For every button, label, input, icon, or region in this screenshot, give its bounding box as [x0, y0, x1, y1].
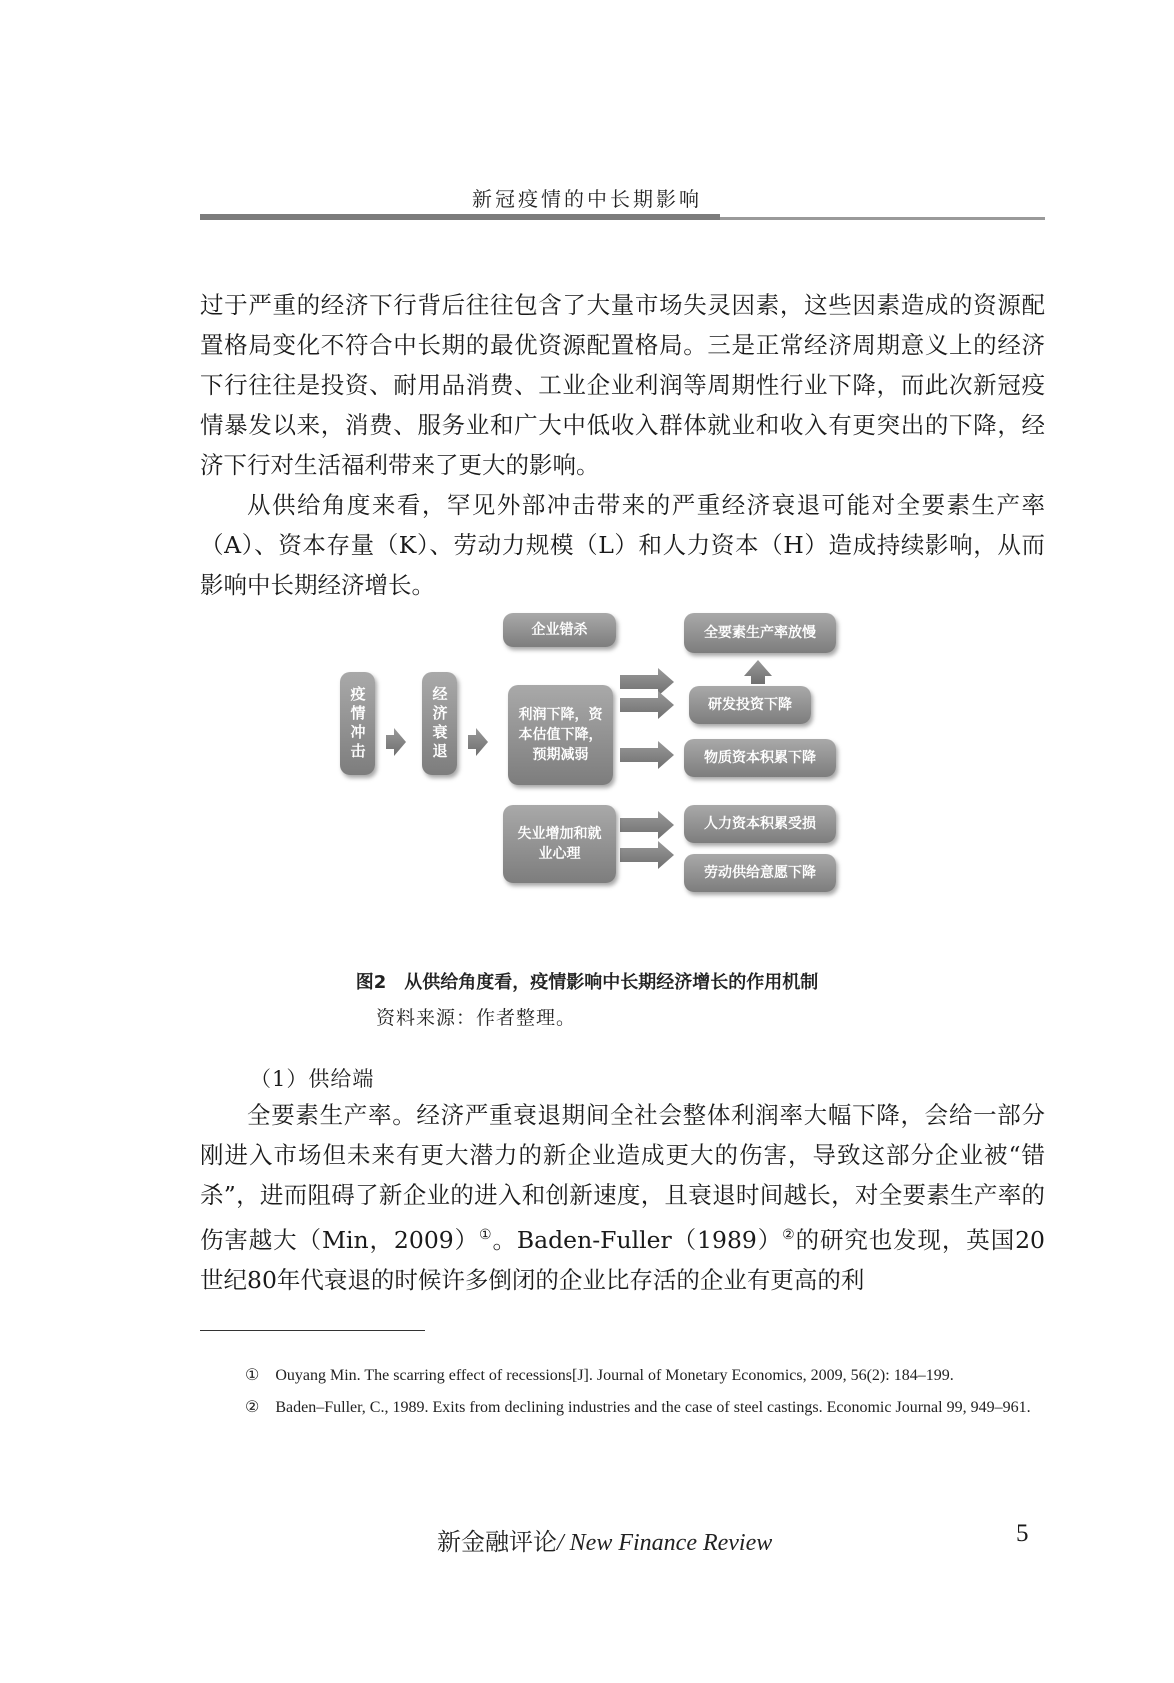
box-labor-supply [684, 854, 836, 892]
page-number: 5 [1016, 1520, 1029, 1547]
running-title: 新冠疫情的中长期影响 [472, 187, 702, 211]
section-subheading: （1）供给端 [250, 1067, 375, 1091]
paragraph-text [200, 1095, 1045, 1300]
footnote-rule [200, 1330, 425, 1331]
box-label: 经济衰退 [430, 685, 449, 762]
arrow-rd-tfp [744, 660, 772, 684]
footnote-1: ① Ouyang Min. The scarring effect of recessions[J]. Journal of Monetary Economics, 2009, 56(2): 184–199. [245, 1367, 954, 1384]
box-label: 全要素生产率放慢 [704, 625, 816, 641]
paragraph-text: 从供给角度来看，罕见外部冲击带来的严重经济衰退可能对全要素生产率（A）、资本存量（K）、劳动力规模（L）和人力资本（H）造成持续影响，从而影响中长期经济增长。 [200, 491, 1045, 599]
supply-mechanism-diagram [340, 622, 900, 940]
box-unemployment [503, 805, 616, 883]
journal-title-en: / New Finance Review [557, 1530, 773, 1556]
box-label: 研发投资下降 [708, 697, 792, 713]
box-tfp-slowdown [684, 613, 836, 653]
arrow-profit-rd [620, 691, 674, 719]
box-label: 物质资本积累下降 [704, 750, 816, 766]
box-label: 失业增加和就业心理 [517, 826, 602, 862]
box-human-capital [684, 805, 836, 843]
journal-title-cn: 新金融评论 [437, 1528, 557, 1556]
paragraph-segment: 。Baden-Fuller（1989） [492, 1225, 783, 1254]
box-rd-decline [689, 686, 811, 724]
body-paragraph-2 [200, 485, 1045, 605]
arrow-recession-profit [468, 728, 488, 756]
arrow-firmkill-tfp [620, 668, 674, 696]
journal-title [437, 1522, 772, 1557]
box-profit-decline [508, 685, 613, 785]
box-firm-misselection [503, 613, 616, 647]
footnote-2: ② Baden–Fuller, C., 1989. Exits from declining industries and the case of steel castings. Economic Journal 99, 949–961. [245, 1399, 1031, 1416]
footnote-ref-2[interactable]: ② [782, 1227, 796, 1243]
body-paragraph-1 [200, 285, 1045, 485]
footnotes [200, 1360, 1045, 1424]
box-label: 企业错杀 [531, 622, 588, 638]
paragraph-segment: 的研究也发现，英国20世纪80年代衰退的时候许多倒闭的企业比存活的企业有更高的利 [200, 1225, 1045, 1294]
figure-caption: 图2 从供给角度看，疫情影响中长期经济增长的作用机制 [355, 972, 819, 993]
arrow-unemployment-human [620, 811, 674, 839]
figure-source: 资料来源：作者整理。 [376, 1007, 577, 1029]
box-label: 劳动供给意愿下降 [704, 865, 816, 881]
box-label: 利润下降，资本估值下降，预期减弱 [518, 707, 603, 763]
box-label: 疫情冲击 [348, 685, 367, 762]
arrow-epidemic-recession [386, 728, 406, 756]
box-label: 人力资本积累受损 [704, 816, 816, 832]
box-economic-recession [422, 672, 457, 775]
arrow-profit-physical [620, 741, 674, 769]
paragraph-text: 过于严重的经济下行背后往往包含了大量市场失灵因素，这些因素造成的资源配置格局变化不符合中长期的最优资源配置格局。三是正常经济周期意义上的经济下行往往是投资、耐用品消费、工业企业利润等周期性行业下降，而此次新冠疫情暴发以来，消费、服务业和广大中低收入群体就业和收入有更突出的下降，经济下行对生活福利带来了更大的影响。 [200, 291, 1045, 479]
header-rule-accent [200, 214, 720, 220]
paragraph-segment: 全要素生产率。经济严重衰退期间全社会整体利润率大幅下降，会给一部分刚进入市场但未来有更大潜力的新企业造成更大的伤害，导致这部分企业被“错杀”，进而阻碍了新企业的进入和创新速度，且衰退时间越长，对全要素生产率的伤害越大（Min，2009） [200, 1101, 1045, 1254]
box-epidemic-shock [340, 672, 375, 775]
body-paragraph-3 [200, 1095, 1045, 1300]
box-physical-capital [684, 739, 836, 777]
footnote-ref-1[interactable]: ① [479, 1227, 493, 1243]
arrow-unemployment-labor [620, 841, 674, 869]
